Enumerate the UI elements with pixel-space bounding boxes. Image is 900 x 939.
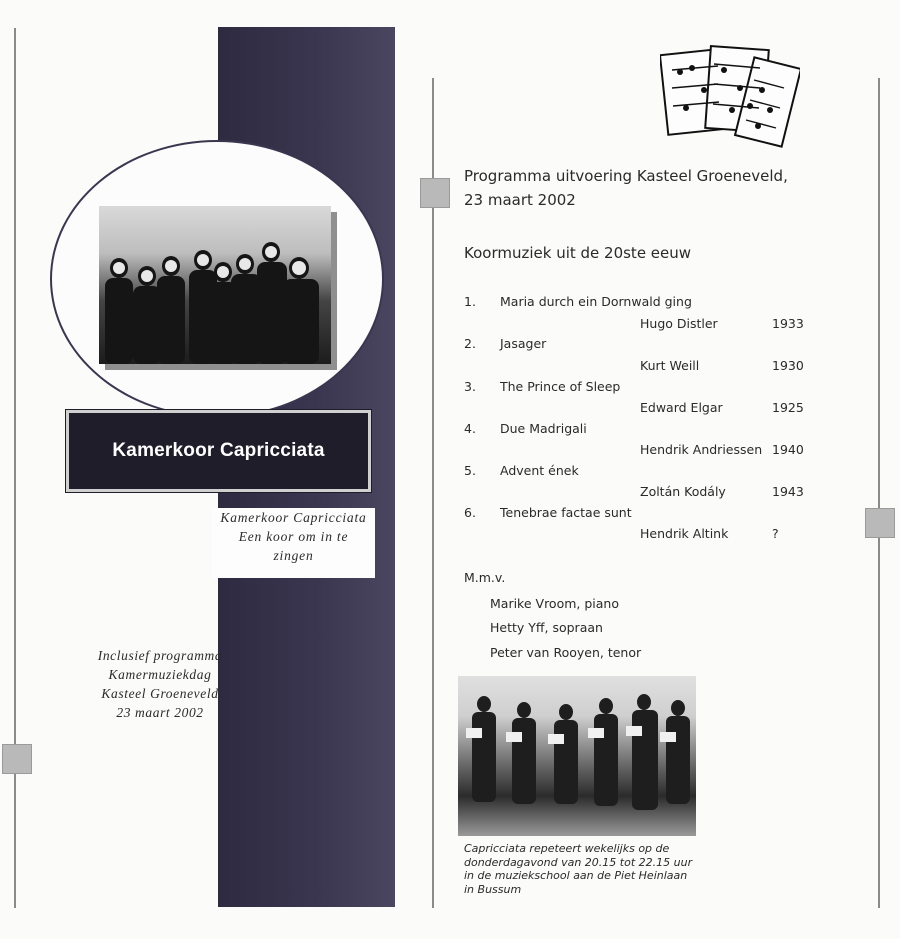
program-heading-line2: 23 maart 2002 xyxy=(464,191,576,209)
item-title: Jasager xyxy=(500,336,547,351)
item-number: 6. xyxy=(464,505,476,520)
left-rail-marker xyxy=(2,744,32,774)
item-year: 1925 xyxy=(772,400,804,415)
item-title: Due Madrigali xyxy=(500,421,587,436)
item-composer: Edward Elgar xyxy=(640,400,723,415)
inclusive-line: Kasteel Groeneveld xyxy=(101,686,219,701)
item-number: 1. xyxy=(464,294,476,309)
item-number: 4. xyxy=(464,421,476,436)
item-composer: Zoltán Kodály xyxy=(640,484,726,499)
choir-title: Kamerkoor Capricciata xyxy=(112,440,325,461)
caption-line: Capricciata repeteert wekelijks op de xyxy=(464,842,670,855)
subtitle-box xyxy=(212,508,375,578)
item-number: 3. xyxy=(464,379,476,394)
choir-photo xyxy=(99,206,331,364)
right-rail-marker xyxy=(865,508,895,538)
item-year: ? xyxy=(772,526,779,541)
inclusive-line: Inclusief programma xyxy=(97,648,223,663)
mmv-label: M.m.v. xyxy=(464,570,506,585)
item-composer: Hendrik Andriessen xyxy=(640,442,763,457)
inclusive-note xyxy=(70,646,250,722)
left-rail xyxy=(14,28,16,908)
performer: Peter van Rooyen, tenor xyxy=(490,645,642,660)
item-composer: Hugo Distler xyxy=(640,316,718,331)
item-year: 1943 xyxy=(772,484,804,499)
center-rail-marker xyxy=(420,178,450,208)
item-number: 5. xyxy=(464,463,476,478)
rehearsal-silhouettes-icon xyxy=(458,676,696,836)
right-rail xyxy=(878,78,880,908)
caption-line: donderdagavond van 20.15 tot 22.15 uur xyxy=(464,855,693,869)
item-title: The Prince of Sleep xyxy=(500,379,621,394)
sheet-music-icon xyxy=(660,44,800,150)
item-number: 2. xyxy=(464,336,476,351)
inclusive-line: Kamermuziekdag xyxy=(108,667,212,682)
item-title: Tenebrae factae sunt xyxy=(500,505,632,520)
subtitle-line: zingen xyxy=(273,548,314,563)
photo-caption xyxy=(464,842,714,896)
caption-line: in Bussum xyxy=(464,882,522,896)
caption-line: in de muziekschool aan de Piet Heinlaan xyxy=(464,869,688,882)
item-title: Maria durch ein Dornwald ging xyxy=(500,294,692,309)
performer: Hetty Yff, sopraan xyxy=(490,620,603,635)
item-title: Advent ének xyxy=(500,463,579,478)
inclusive-line: 23 maart 2002 xyxy=(116,705,204,720)
item-year: 1940 xyxy=(772,442,804,457)
item-composer: Hendrik Altink xyxy=(640,526,729,541)
item-composer: Kurt Weill xyxy=(640,358,700,373)
section-title: Koormuziek uit de 20ste eeuw xyxy=(464,244,692,262)
subtitle-line: Kamerkoor Capricciata xyxy=(220,510,367,525)
item-year: 1933 xyxy=(772,316,804,331)
program-heading-line1: Programma uitvoering Kasteel Groeneveld, xyxy=(464,167,788,185)
rehearsal-photo xyxy=(458,676,696,836)
choir-silhouettes-icon xyxy=(99,206,331,364)
item-year: 1930 xyxy=(772,358,804,373)
subtitle-line: Een koor om in te xyxy=(238,529,349,544)
performer: Marike Vroom, piano xyxy=(490,596,619,611)
choir-title-box xyxy=(66,410,371,492)
